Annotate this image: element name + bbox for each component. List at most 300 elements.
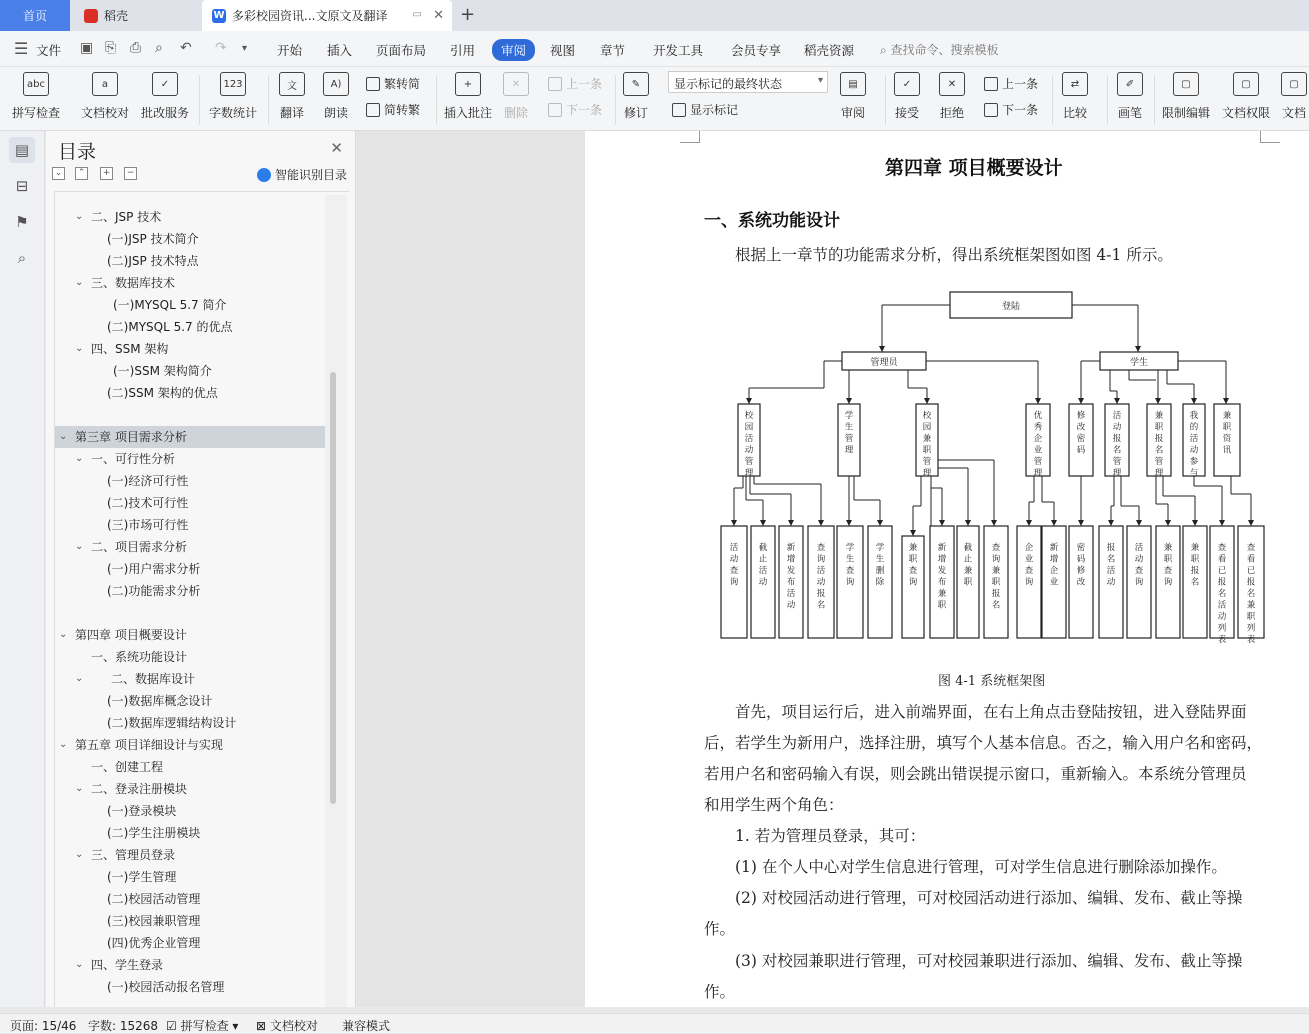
next-comment-icon (548, 103, 562, 117)
smart-toc-icon (257, 168, 271, 182)
chevron-down-icon[interactable]: ⌄ (59, 431, 68, 442)
toc-item-label: (一)数据库概念设计 (107, 694, 213, 708)
quick-access-dropdown-icon[interactable]: ▾ (242, 43, 248, 54)
chevron-down-icon[interactable]: ⌄ (75, 277, 84, 288)
daoke-logo-icon (84, 9, 98, 23)
toc-item[interactable] (55, 756, 331, 778)
toc-item[interactable] (55, 580, 331, 602)
expand-all-icon[interactable]: + (100, 167, 113, 180)
batch-service-button[interactable] (141, 72, 189, 121)
next-change-label: 下一条 (1002, 103, 1039, 117)
hamburger-icon[interactable]: ☰ (14, 39, 29, 58)
arrowhead (877, 520, 883, 526)
restrict-edit-button[interactable] (1162, 72, 1210, 121)
command-search[interactable] (880, 41, 999, 58)
module-node-label: 优秀企业管理 (1033, 411, 1043, 479)
restrict-edit-label: 限制编辑 (1162, 106, 1211, 120)
toc-item-label: (三)校园兼职管理 (107, 914, 201, 928)
read-aloud-icon: A) (323, 72, 349, 96)
toc-item-label: 三、数据库技术 (91, 276, 176, 290)
doc-proof-button[interactable] (81, 72, 129, 121)
chevron-down-icon[interactable]: ⌄ (75, 343, 84, 354)
simp-to-trad-button[interactable] (366, 101, 420, 118)
body-line: (2) 对校园活动进行管理，可对校园活动进行添加、编辑、发布、截止等操 (735, 889, 1243, 907)
leaf-node-label: 活动查询 (1134, 543, 1144, 588)
arrowhead (1248, 520, 1254, 526)
ribbon-divider (885, 75, 886, 125)
arrowhead (1078, 520, 1084, 526)
delete-comment-button[interactable] (503, 72, 529, 121)
trad-to-simp-button[interactable] (366, 75, 420, 92)
menu-member[interactable]: 会员专享 (731, 43, 782, 58)
arrowhead (879, 346, 885, 352)
ribbon-divider (199, 75, 200, 125)
arrowhead (788, 520, 794, 526)
toc-item-label: 一、可行性分析 (91, 452, 176, 466)
arrowhead (1191, 398, 1197, 404)
show-markup-icon (672, 103, 686, 117)
page-corner-mark (1260, 131, 1280, 143)
next-comment-button[interactable] (548, 101, 602, 118)
leaf-node-label: 兼职查询 (908, 543, 918, 588)
toc-item-label: (二)技术可行性 (107, 496, 189, 510)
toc-item[interactable] (55, 338, 331, 360)
toc-item[interactable] (55, 536, 331, 558)
admin-node-label: 管理员 (870, 358, 898, 368)
toc-item[interactable] (55, 448, 331, 470)
print-preview-icon[interactable]: ⌕ (155, 40, 163, 56)
toc-scrollbar-track (325, 195, 347, 1007)
dropdown-icon: ▾ (228, 1019, 239, 1033)
leaf-node-label: 活动查询 (729, 543, 739, 588)
collapse-all-icon[interactable]: − (124, 167, 137, 180)
menu-insert[interactable]: 插入 (327, 43, 353, 58)
word-count-indicator[interactable]: 字数: 15268 (88, 1019, 159, 1033)
toc-item-label: (二)功能需求分析 (107, 584, 201, 598)
toc-item-label: (一)学生管理 (107, 870, 177, 884)
leaf-node-label: 报名活动 (1106, 543, 1116, 588)
toc-item-label: 四、SSM 架构 (91, 342, 169, 356)
translate-button[interactable] (279, 72, 305, 121)
new-tab-plus-icon[interactable]: + (460, 4, 476, 25)
toc-item-label: (四)优秀企业管理 (107, 936, 201, 950)
compare-button[interactable] (1062, 72, 1088, 121)
trad-to-simp-icon (366, 77, 380, 91)
toc-item[interactable] (55, 294, 331, 316)
leaf-node-label: 新增企业 (1049, 543, 1059, 588)
screen-icon[interactable]: ▭ (412, 9, 422, 20)
toc-item[interactable] (55, 360, 331, 382)
close-tab-icon[interactable]: ✕ (433, 8, 444, 23)
toc-panel (46, 131, 356, 1007)
toc-item-label: 第四章 项目概要设计 (75, 628, 187, 642)
print-icon[interactable]: ⎙ (130, 40, 142, 56)
chevron-down-icon[interactable]: ⌄ (75, 959, 84, 970)
toc-item[interactable] (55, 734, 331, 756)
figure-caption: 图 4-1 系统框架图 (938, 674, 1046, 689)
toc-scrollbar[interactable] (330, 372, 336, 804)
body-line: 作。 (704, 920, 736, 938)
arrowhead (1136, 520, 1142, 526)
toc-item-label: (一)用户需求分析 (107, 562, 201, 576)
trad-to-simp-label: 繁转简 (384, 77, 421, 91)
proof-status[interactable] (256, 1017, 318, 1034)
compare-label: 比较 (1062, 106, 1087, 120)
toc-item[interactable] (55, 624, 331, 646)
toc-item[interactable] (55, 646, 331, 668)
module-node-label: 活动报名管理 (1112, 411, 1122, 479)
spellcheck-status-label: 拼写检查 (180, 1019, 229, 1033)
doc-proof-label: 文档校对 (81, 106, 130, 120)
translate-icon: 文 (279, 72, 305, 96)
menu-daoke-resources[interactable]: 稻壳资源 (804, 43, 855, 58)
chapter-heading: 第四章 项目概要设计 (885, 157, 1063, 179)
smart-toc-label: 智能识别目录 (274, 168, 347, 182)
module-node-label: 校园活动管理 (744, 411, 754, 479)
toc-item-label: 三、管理员登录 (91, 848, 176, 862)
toc-item[interactable] (55, 690, 331, 712)
toc-item[interactable] (55, 492, 331, 514)
chevron-down-icon[interactable]: ⌄ (75, 541, 84, 552)
batch-service-label: 批改服务 (141, 106, 190, 120)
reject-label: 拒绝 (939, 106, 964, 120)
toc-item[interactable] (55, 470, 331, 492)
insert-comment-icon: + (455, 72, 481, 96)
arrowhead (910, 530, 916, 536)
toc-item-label: (二)SSM 架构的优点 (107, 386, 218, 400)
spellcheck-status[interactable] (166, 1017, 238, 1034)
student-node-label: 学生 (1129, 358, 1149, 368)
next-change-icon (984, 103, 998, 117)
ribbon-divider (436, 75, 437, 125)
word-count-icon: 123 (220, 72, 246, 96)
toc-panel-icon[interactable]: ▤ (9, 137, 35, 163)
accept-icon: ✓ (894, 72, 920, 96)
delete-comment-label: 删除 (503, 106, 528, 120)
doc-permission-button[interactable] (1222, 72, 1270, 121)
doc-overflow-button[interactable] (1281, 72, 1307, 121)
leaf-node-label: 截止兼职 (963, 543, 973, 588)
leaf-node-label: 学生删除 (875, 543, 885, 588)
toc-item-label: (二)数据库逻辑结构设计 (107, 716, 237, 730)
body-line: 1. 若为管理员登录，其可： (735, 827, 926, 845)
export-pdf-icon[interactable]: ⎘ (105, 40, 117, 56)
toc-item-label: (一)MYSQL 5.7 简介 (113, 298, 227, 312)
arrowhead (1078, 398, 1084, 404)
toc-item[interactable] (55, 228, 331, 250)
arrowhead (1192, 520, 1198, 526)
doc-overflow-label: 文档 (1281, 106, 1306, 120)
spellcheck-label: 拼写检查 (12, 106, 61, 120)
body-line: (3) 对校园兼职进行管理，可对校园兼职进行添加、编辑、发布、截止等操 (735, 952, 1243, 970)
toc-item-label: (二)学生注册模块 (107, 826, 201, 840)
toc-item[interactable] (55, 382, 331, 404)
body-line: 和用学生两个角色： (704, 796, 844, 814)
toc-spacer (55, 404, 331, 426)
arrowhead (1155, 398, 1161, 404)
system-framework-diagram (716, 288, 1276, 648)
delete-comment-icon: ✕ (503, 72, 529, 96)
save-icon[interactable]: ▣ (80, 40, 94, 56)
arrowhead (731, 520, 737, 526)
translate-label: 翻译 (279, 106, 304, 120)
toc-item-label: (三)市场可行性 (107, 518, 189, 532)
expand-up-icon[interactable]: ⌃ (75, 167, 88, 180)
simp-to-trad-label: 简转繁 (384, 103, 421, 117)
toc-item[interactable] (55, 954, 331, 976)
toc-item[interactable] (55, 910, 331, 932)
toc-item-label: 四、学生登录 (91, 958, 164, 972)
toc-item-label: 第五章 项目详细设计与实现 (75, 738, 223, 752)
toc-item-label: (一)登录模块 (107, 804, 177, 818)
leaf-node-label: 新增发布兼职 (937, 543, 947, 611)
tab-bar (0, 0, 1309, 31)
search-panel-icon[interactable]: ⌕ (17, 249, 27, 267)
spellcheck-button[interactable] (12, 72, 60, 121)
reject-icon: ✕ (939, 72, 965, 96)
search-icon: ⌕ (880, 43, 891, 57)
arrowhead (1051, 520, 1057, 526)
accept-button[interactable] (894, 72, 920, 121)
chevron-down-icon[interactable]: ⌄ (59, 629, 68, 640)
root-node-label: 登陆 (1001, 302, 1021, 312)
menu-review[interactable]: 审阅 (492, 39, 535, 61)
menu-developer[interactable]: 开发工具 (653, 43, 704, 58)
tab-home[interactable]: 首页 (0, 0, 70, 31)
module-node-label: 兼职资讯 (1222, 411, 1232, 456)
toc-item[interactable] (55, 250, 331, 272)
body-line: (1) 在个人中心对学生信息进行管理，可对学生信息进行删除添加操作。 (735, 858, 1227, 876)
pen-button[interactable] (1117, 72, 1143, 121)
navigation-icon[interactable]: ⊟ (15, 177, 29, 195)
toc-item-label: (一)SSM 架构简介 (113, 364, 212, 378)
arrowhead (1108, 520, 1114, 526)
redo-icon[interactable]: ↷ (215, 40, 227, 56)
body-line: 作。 (704, 983, 736, 1001)
page-corner-mark (680, 131, 700, 143)
toc-item[interactable] (55, 778, 331, 800)
arrowhead (846, 398, 852, 404)
arrowhead (939, 520, 945, 526)
prev-change-label: 上一条 (1002, 77, 1039, 91)
track-changes-label: 修订 (623, 106, 648, 120)
prev-comment-button[interactable] (548, 75, 602, 92)
lock-icon: ▢ (1173, 72, 1199, 96)
ribbon-divider (268, 75, 269, 125)
arrowhead (746, 398, 752, 404)
spellcheck-icon: abc (23, 72, 49, 96)
leaf-node-label: 企业查询 (1024, 543, 1034, 588)
toc-item[interactable] (55, 888, 331, 910)
intro-paragraph: 根据上一章节的功能需求分析，得出系统框架图如图 4-1 所示。 (735, 246, 1173, 264)
toc-item-label: (一)经济可行性 (107, 474, 189, 488)
menu-layout[interactable]: 页面布局 (376, 43, 427, 58)
arrowhead (818, 520, 824, 526)
module-node-label: 我的活动参与 (1189, 411, 1199, 479)
review-pane-icon: ▤ (840, 72, 866, 96)
spellcheck-status-icon: ☑ (166, 1019, 181, 1033)
chevron-down-icon[interactable]: ⌄ (75, 849, 84, 860)
prev-change-icon (984, 77, 998, 91)
leaf-node-label: 查看已报名活动列表 (1217, 543, 1227, 645)
arrowhead (1114, 398, 1120, 404)
accept-label: 接受 (894, 106, 919, 120)
module-node-label: 修改密码 (1076, 411, 1086, 456)
undo-icon[interactable]: ↶ (180, 40, 192, 56)
toc-item-label: 二、数据库设计 (111, 672, 196, 686)
markup-state-select[interactable]: 显示标记的最终状态 ▾ (668, 71, 828, 93)
close-icon[interactable]: ✕ (330, 139, 343, 157)
leaf-node-label: 查看已报名兼职列表 (1246, 543, 1256, 645)
prev-comment-icon (548, 77, 562, 91)
menu-references[interactable]: 引用 (450, 43, 476, 58)
ribbon-divider (1052, 75, 1053, 125)
page-indicator[interactable]: 页面: 15/46 (10, 1019, 77, 1033)
insert-comment-label: 插入批注 (444, 106, 493, 120)
collapse-down-icon[interactable]: ⌄ (52, 167, 65, 180)
doc-proof-icon: a (92, 72, 118, 96)
toc-item[interactable] (55, 272, 331, 294)
toc-item-label: 第三章 项目需求分析 (75, 430, 187, 444)
toc-item[interactable] (55, 558, 331, 580)
word-count-button[interactable] (209, 72, 257, 121)
tab-daoke-label: 稻壳 (104, 9, 129, 23)
leaf-node-label: 密码修改 (1076, 543, 1086, 588)
doc-permission-label: 文档权限 (1222, 106, 1271, 120)
leaf-node-label: 兼职查询 (1163, 543, 1173, 588)
reject-button[interactable] (939, 72, 965, 121)
batch-service-icon: ✓ (152, 72, 178, 96)
smart-toc-button[interactable] (257, 166, 347, 183)
toc-item[interactable] (55, 844, 331, 866)
toc-item-label: 一、系统功能设计 (91, 650, 188, 664)
arrowhead (965, 520, 971, 526)
review-pane-label: 审阅 (840, 106, 865, 120)
toc-item[interactable] (55, 976, 331, 998)
toc-item-label: 一、创建工程 (91, 760, 164, 774)
compat-mode: 兼容模式 (342, 1019, 391, 1033)
proof-status-icon: ⊠ (256, 1019, 270, 1033)
module-node-label: 校园兼职管理 (922, 411, 932, 479)
toc-item[interactable] (55, 866, 331, 888)
toc-item-label: 二、登录注册模块 (91, 782, 188, 796)
show-markup-button[interactable] (672, 101, 738, 118)
next-comment-label: 下一条 (566, 103, 603, 117)
arrowhead (1135, 346, 1141, 352)
leaf-node-label: 截止活动 (758, 543, 768, 588)
toc-item-label: (二)MYSQL 5.7 的优点 (107, 320, 233, 334)
ribbon-divider (1154, 75, 1155, 125)
module-node-label: 学生管理 (844, 411, 854, 456)
toc-item-label: 二、项目需求分析 (91, 540, 188, 554)
menu-chapter[interactable]: 章节 (600, 43, 626, 58)
leaf-node-label: 查询兼职报名 (991, 543, 1001, 611)
toc-item[interactable] (55, 800, 331, 822)
menu-start[interactable]: 开始 (277, 43, 303, 58)
toc-item-label: (一)校园活动报名管理 (107, 980, 225, 994)
arrowhead (1026, 520, 1032, 526)
proof-status-label: 文档校对 (269, 1019, 318, 1033)
review-pane-button[interactable] (840, 72, 866, 121)
toc-item[interactable] (55, 712, 331, 734)
chevron-down-icon[interactable]: ⌄ (75, 453, 84, 464)
tab-document-label: 多彩校园资讯...文原文及翻译 (232, 9, 388, 23)
toc-item[interactable] (55, 514, 331, 536)
arrowhead (991, 520, 997, 526)
toc-item-label: (二)校园活动管理 (107, 892, 201, 906)
menu-view[interactable]: 视图 (550, 43, 576, 58)
body-line: 后，若学生为新用户，选择注册，填写个人基本信息。否之，输入用户名和密码， (704, 734, 1263, 752)
leaf-node-label: 查询活动报名 (816, 543, 826, 611)
arrowhead (846, 520, 852, 526)
pen-label: 画笔 (1117, 106, 1142, 120)
leaf-node-label: 学生查询 (845, 543, 855, 588)
toc-item[interactable] (55, 206, 331, 228)
compare-icon: ⇄ (1062, 72, 1088, 96)
toc-title: 目录 (58, 141, 97, 163)
track-changes-icon: ✎ (623, 72, 649, 96)
toc-item[interactable] (55, 932, 331, 954)
menu-file[interactable]: 文件 (36, 43, 62, 58)
review-ribbon (0, 67, 1309, 131)
arrowhead (1219, 520, 1225, 526)
chevron-down-icon[interactable]: ⌄ (75, 211, 84, 222)
insert-comment-button[interactable] (444, 72, 492, 121)
toc-item[interactable] (55, 316, 331, 338)
chevron-down-icon[interactable]: ⌄ (59, 739, 68, 750)
pen-icon: ✐ (1117, 72, 1143, 96)
arrowhead (760, 520, 766, 526)
writer-logo-icon: W (213, 10, 225, 21)
chevron-down-icon[interactable]: ⌄ (75, 673, 84, 684)
section-heading: 一、系统功能设计 (704, 211, 840, 231)
module-node-label: 兼职报名管理 (1154, 411, 1164, 479)
toc-item-label: (二)JSP 技术特点 (107, 254, 199, 268)
read-aloud-label: 朗读 (323, 106, 348, 120)
doc-permission-icon: ▢ (1233, 72, 1259, 96)
toc-spacer (55, 602, 331, 624)
arrowhead (924, 398, 930, 404)
side-icon-strip (0, 131, 45, 1007)
command-search-label: 查找命令、搜索模板 (890, 43, 999, 57)
status-bar (0, 1013, 1309, 1033)
ribbon-divider (615, 75, 616, 125)
leaf-node-label: 新增发布活动 (786, 543, 796, 611)
track-changes-button[interactable] (623, 72, 649, 121)
prev-change-button[interactable] (984, 75, 1038, 92)
prev-comment-label: 上一条 (566, 77, 603, 91)
chevron-down-icon[interactable]: ⌄ (75, 783, 84, 794)
body-line: 首先，项目运行后，进入前端界面，在右上角点击登陆按钮，进入登陆界面 (735, 703, 1247, 721)
toc-item[interactable] (55, 822, 331, 844)
bookmark-icon[interactable]: ⚑ (15, 213, 29, 231)
show-markup-label: 显示标记 (690, 103, 739, 117)
toc-item[interactable] (55, 668, 331, 690)
toc-list (54, 191, 349, 1007)
simp-to-trad-icon (366, 103, 380, 117)
read-aloud-button[interactable] (323, 72, 349, 121)
toc-item[interactable] (55, 426, 331, 448)
tab-daoke[interactable] (72, 0, 200, 31)
tab-document[interactable] (202, 0, 452, 31)
next-change-button[interactable] (984, 101, 1038, 118)
doc-overflow-icon: ▢ (1281, 72, 1307, 96)
arrowhead (1165, 520, 1171, 526)
toc-item-label: (一)JSP 技术简介 (107, 232, 199, 246)
word-count-label: 字数统计 (209, 106, 258, 120)
arrowhead (1035, 398, 1041, 404)
leaf-node-label: 兼职报名 (1190, 543, 1200, 588)
